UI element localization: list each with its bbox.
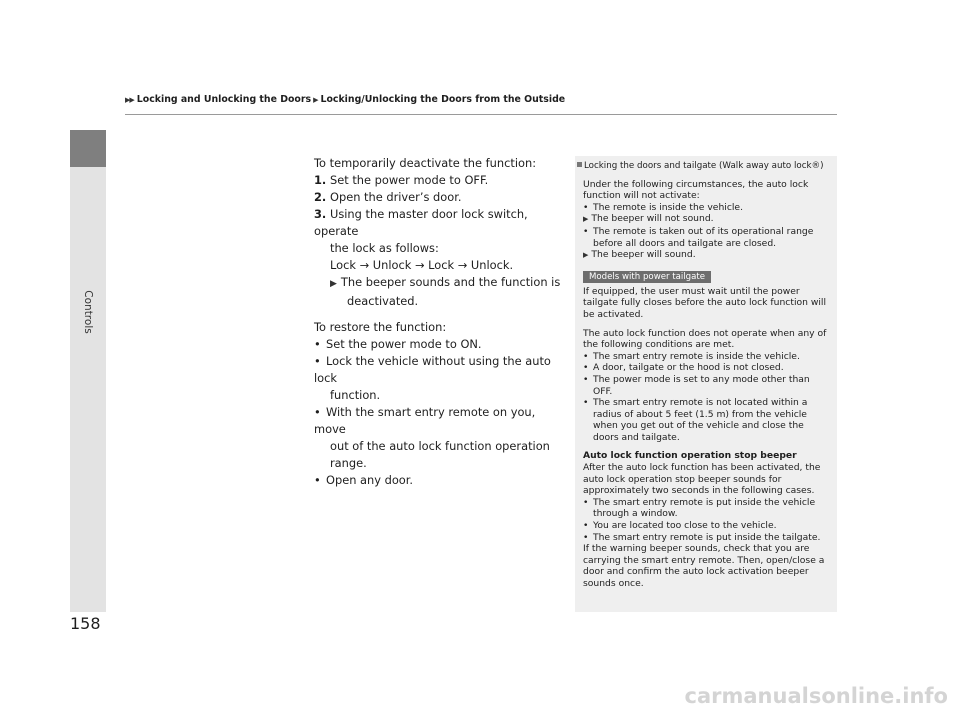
watermark: carmanualsonline.info — [684, 684, 948, 708]
result-arrow-icon: ▶ — [583, 251, 589, 260]
breadcrumb-level-2[interactable]: Locking/Unlocking the Doors from the Outside — [320, 94, 566, 105]
bullet-icon: • — [583, 362, 589, 374]
restore-item: • Lock the vehicle without using the auto lock — [314, 354, 551, 385]
result-line: ▶ The beeper sounds and the function is — [330, 275, 561, 289]
double-triangle-icon: ▶▶ — [125, 96, 134, 104]
bullet-icon: • — [583, 397, 589, 409]
result-arrow-icon: ▶ — [330, 279, 337, 289]
bullet-icon: • — [583, 373, 589, 385]
arrow-right-icon: → — [414, 258, 425, 272]
restore-title: To restore the function: — [314, 320, 447, 334]
bullet-icon: • — [314, 473, 321, 487]
arrow-right-icon: → — [457, 258, 468, 272]
bullet-icon: • — [314, 405, 321, 419]
note-title: Locking the doors and tailgate (Walk away auto lock®) — [577, 161, 829, 173]
model-badge: Models with power tailgate — [583, 271, 711, 283]
breadcrumb — [125, 94, 565, 105]
stop-beeper-heading: Auto lock function operation stop beeper — [583, 450, 797, 462]
page-number: 158 — [70, 614, 101, 633]
header-rule — [125, 114, 837, 115]
result-line-continued: deactivated. — [347, 294, 419, 308]
note-marker-icon — [577, 162, 582, 167]
bullet-icon: • — [583, 201, 589, 213]
bullet-icon: • — [314, 354, 321, 368]
step-3: 3. Using the master door lock switch, operate — [314, 207, 528, 238]
section-label: Controls — [82, 290, 94, 334]
bullet-icon: • — [583, 496, 589, 508]
step-2: 2. Open the driver’s door. — [314, 190, 462, 204]
result-arrow-icon: ▶ — [583, 215, 589, 224]
bullet-icon: • — [583, 531, 589, 543]
bullet-icon: • — [583, 350, 589, 362]
result-line: ▶ The beeper will not sound. — [583, 213, 714, 225]
intro-text: To temporarily deactivate the function: — [314, 156, 537, 170]
restore-item: • With the smart entry remote on you, move — [314, 405, 536, 436]
bullet-icon: • — [314, 337, 321, 351]
section-tab-rail — [70, 167, 106, 612]
breadcrumb-level-1[interactable]: Locking and Unlocking the Doors — [136, 94, 312, 105]
note-box: Locking the doors and tailgate (Walk away auto lock®) Under the following circumstances, the auto lock function will not activate: • The remote is inside the vehicle. ▶ The beeper will not sound. • The remote is taken out of its operational range before all doors and tailgate are closed. ▶ The beeper will sound. Models with power tailgate If equipped, the user must wait until the power tailgate fully closes before the auto lock function will be activated. The auto lock function does not operate when any of the following conditions are met. • The smart entry remote is inside the vehicle. • A door, tailgate or the hood is not closed. • The power mode is set to any mode other than OFF. • The smart entry remote is not located within a radius of about 5 feet (1.5 m) from the vehicle when you get out of the vehicle and close the doors and tailgate. Auto lock function operation stop beeper After the auto lock function has been activated, the auto lock operation stop beeper sounds for approximately two seconds in the following cases. • The smart entry remote is put inside the vehicle through a window. • You are located too close to the vehicle. • The smart entry remote is put inside the tailgate. If the warning beeper sounds, check that you are carrying the smart entry remote. Then, open/close a door and confirm the auto lock activation beeper sounds once. — [575, 156, 837, 612]
arrow-right-icon: → — [359, 258, 370, 272]
restore-item: • Set the power mode to ON. — [314, 337, 482, 351]
bullet-icon: • — [583, 225, 589, 237]
step-3-continued: the lock as follows: — [330, 241, 439, 255]
restore-item: • Open any door. — [314, 473, 414, 487]
section-tab-marker — [70, 130, 106, 167]
main-column: To temporarily deactivate the function: 1. Set the power mode to OFF. 2. Open the driver’s door. 3. Using the master door lock switch, operate the lock as follows: Lock → Unlock → Lock → Unlock. ▶ The beeper sounds and the function is deactivated. To restore the function: • Set the power mode to ON. • Lock the vehicle without using the auto lock function. • With the smart entry remote on you, move out of the auto lock function operation range. • Open any door. — [314, 155, 564, 489]
bullet-icon: • — [583, 520, 589, 532]
triangle-icon: ▶ — [313, 96, 319, 104]
step-1: 1. Set the power mode to OFF. — [314, 173, 489, 187]
result-line: ▶ The beeper will sound. — [583, 249, 696, 261]
lock-sequence: Lock → Unlock → Lock → Unlock. — [330, 258, 514, 272]
